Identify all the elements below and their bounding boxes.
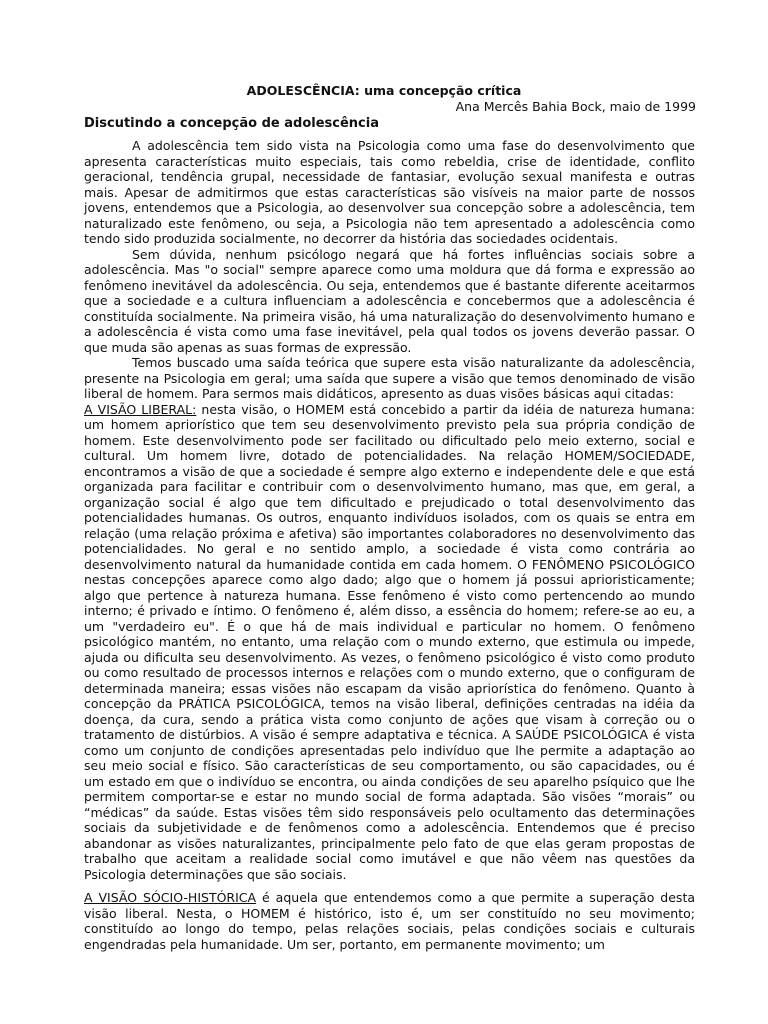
document-body	[84, 138, 695, 952]
socio-historical-section	[84, 890, 695, 952]
author-line: Ana Mercês Bahia Bock, maio de 1999	[455, 99, 696, 114]
liberal-text: nesta visão, o HOMEM está concebido a partir da idéia de natureza humana: um homem apriorístico que tem seu desenvolvimento previsto pela sua própria condição de homem. Este desenvolvimento pode ser facilitado ou dificultado pelo meio externo, social e cultural. Um homem livre, dotado de potencialidades. Na relação HOMEM/SOCIEDADE, encontramos a visão de que a sociedade é sempre algo externo e independente dele e que está organizada para facilitar e contribuir com o desenvolvimento humano, mas que, em geral, a organização social é algo que tem dificultado e prejudicado o total desenvolvimento das potencialidades humanas. Os outros, enquanto indivíduos isolados, com os quais se entra em relação (uma relação próxima e afetiva) são importantes colaboradores no desenvolvimento das potencialidades. No geral e no sentido amplo, a sociedade é vista como contrária ao desenvolvimento natural da humanidade contida em cada homem. O FENÔMENO PSICOLÓGICO nestas concepções aparece como algo dado; algo que o homem já possui aprioristicamente; algo que pertence à natureza humana. Esse fenômeno é visto como pertencendo ao mundo interno; é privado e íntimo. O fenômeno é, além disso, a essência do homem; refere-se ao eu, a um "verdadeiro eu". É o que há de mais individual e particular no homem. O fenômeno psicológico mantém, no entanto, uma relação com o mundo externo, que estimula ou impede, ajuda ou dificulta seu desenvolvimento. As vezes, o fenômeno psicológico é visto como produto ou como resultado de processos internos e relações com o mundo externo, que o configuram de determinada maneira; essas visões não escapam da visão apriorística do fenômeno. Quanto à concepção da PRÁTICA PSICOLÓGICA, temos na visão liberal, definições centradas na idéia da doença, da cura, sendo a prática vista como conjunto de ações que visam à correção ou o tratamento de distúrbios. A visão é sempre adaptativa e técnica. A SAÚDE PSICOLÓGICA é vista como um conjunto de condições apresentadas pelo indivíduo que lhe permite a adaptação ao seu meio social e físico. São características de seu comportamento, ou são capacidades, ou é um estado em que o indivíduo se encontra, ou ainda condições de seu aparelho psíquico que lhe permitem comportar-se e estar no mundo social de forma adaptada. São visões “morais” ou “médicas” da saúde. Estas visões têm sido responsáveis pelo ocultamento das determinações sociais da subjetividade e de fenômenos como a adolescência. Entendemos que é preciso abandonar as visões naturalizantes, principalmente pelo fato de que elas geram propostas de trabalho que aceitam a realidade social como imutável e que não vêem nas questões da Psicologia determinações que são sociais.	[84, 401, 695, 882]
socio-historical-heading: A VISÃO SÓCIO-HISTÓRICA	[84, 890, 257, 905]
paragraph: Sem dúvida, nenhum psicólogo negará que há fortes influências sociais sobre a adolescência. Mas "o social" sempre aparece como uma moldura que dá forma e expressão ao fenômeno inevitável da adolescência. Ou seja, entendemos que é bastante diferente aceitarmos que a sociedade e a cultura influenciam a adolescência e concebermos que a adolescência é constituída socialmente. Na primeira visão, há uma naturalização do desenvolvimento humano e a adolescência é vista como uma fase inevitável, pela qual todos os jovens deverão passar. O que muda são apenas as suas formas de expressão.	[84, 246, 695, 355]
paragraph: Temos buscado uma saída teórica que supere esta visão naturalizante da adolescência, presente na Psicologia em geral; uma saída que supere a visão que temos denominado de visão liberal de homem. Para sermos mais didáticos, apresento as duas visões básicas aqui citadas:	[84, 355, 695, 401]
paragraph: A adolescência tem sido vista na Psicologia como uma fase do desenvolvimento que apresenta características muito especiais, tais como rebeldia, crise de identidade, conflito geracional, tendência grupal, necessidade de fantasiar, evolução sexual manifesta e outras mais. Apesar de admitirmos que estas características são visíveis na maior parte de nossos jovens, entendemos que a Psicologia, ao desenvolver sua concepção sobre a adolescência, tem naturalizado este fenômeno, ou seja, a Psicologia não tem apresentado a adolescência como tendo sido produzida socialmente, no decorrer da história das sociedades ocidentais.	[84, 138, 695, 246]
document-title: ADOLESCÊNCIA: uma concepção crítica	[246, 83, 522, 98]
socio-historical-text: é aquela que entendemos como a que permite a superação desta visão liberal. Nesta, o HOMEM é histórico, isto é, um ser constituído no seu movimento; constituído ao longo do tempo, pelas relações sociais, pelas condições sociais e culturais engendradas pela humanidade. Um ser, portanto, em permanente movimento; um	[84, 890, 696, 952]
liberal-section	[84, 402, 695, 883]
liberal-heading: A VISÃO LIBERAL:	[84, 401, 197, 417]
section-heading: Discutindo a concepção de adolescência	[84, 116, 379, 131]
